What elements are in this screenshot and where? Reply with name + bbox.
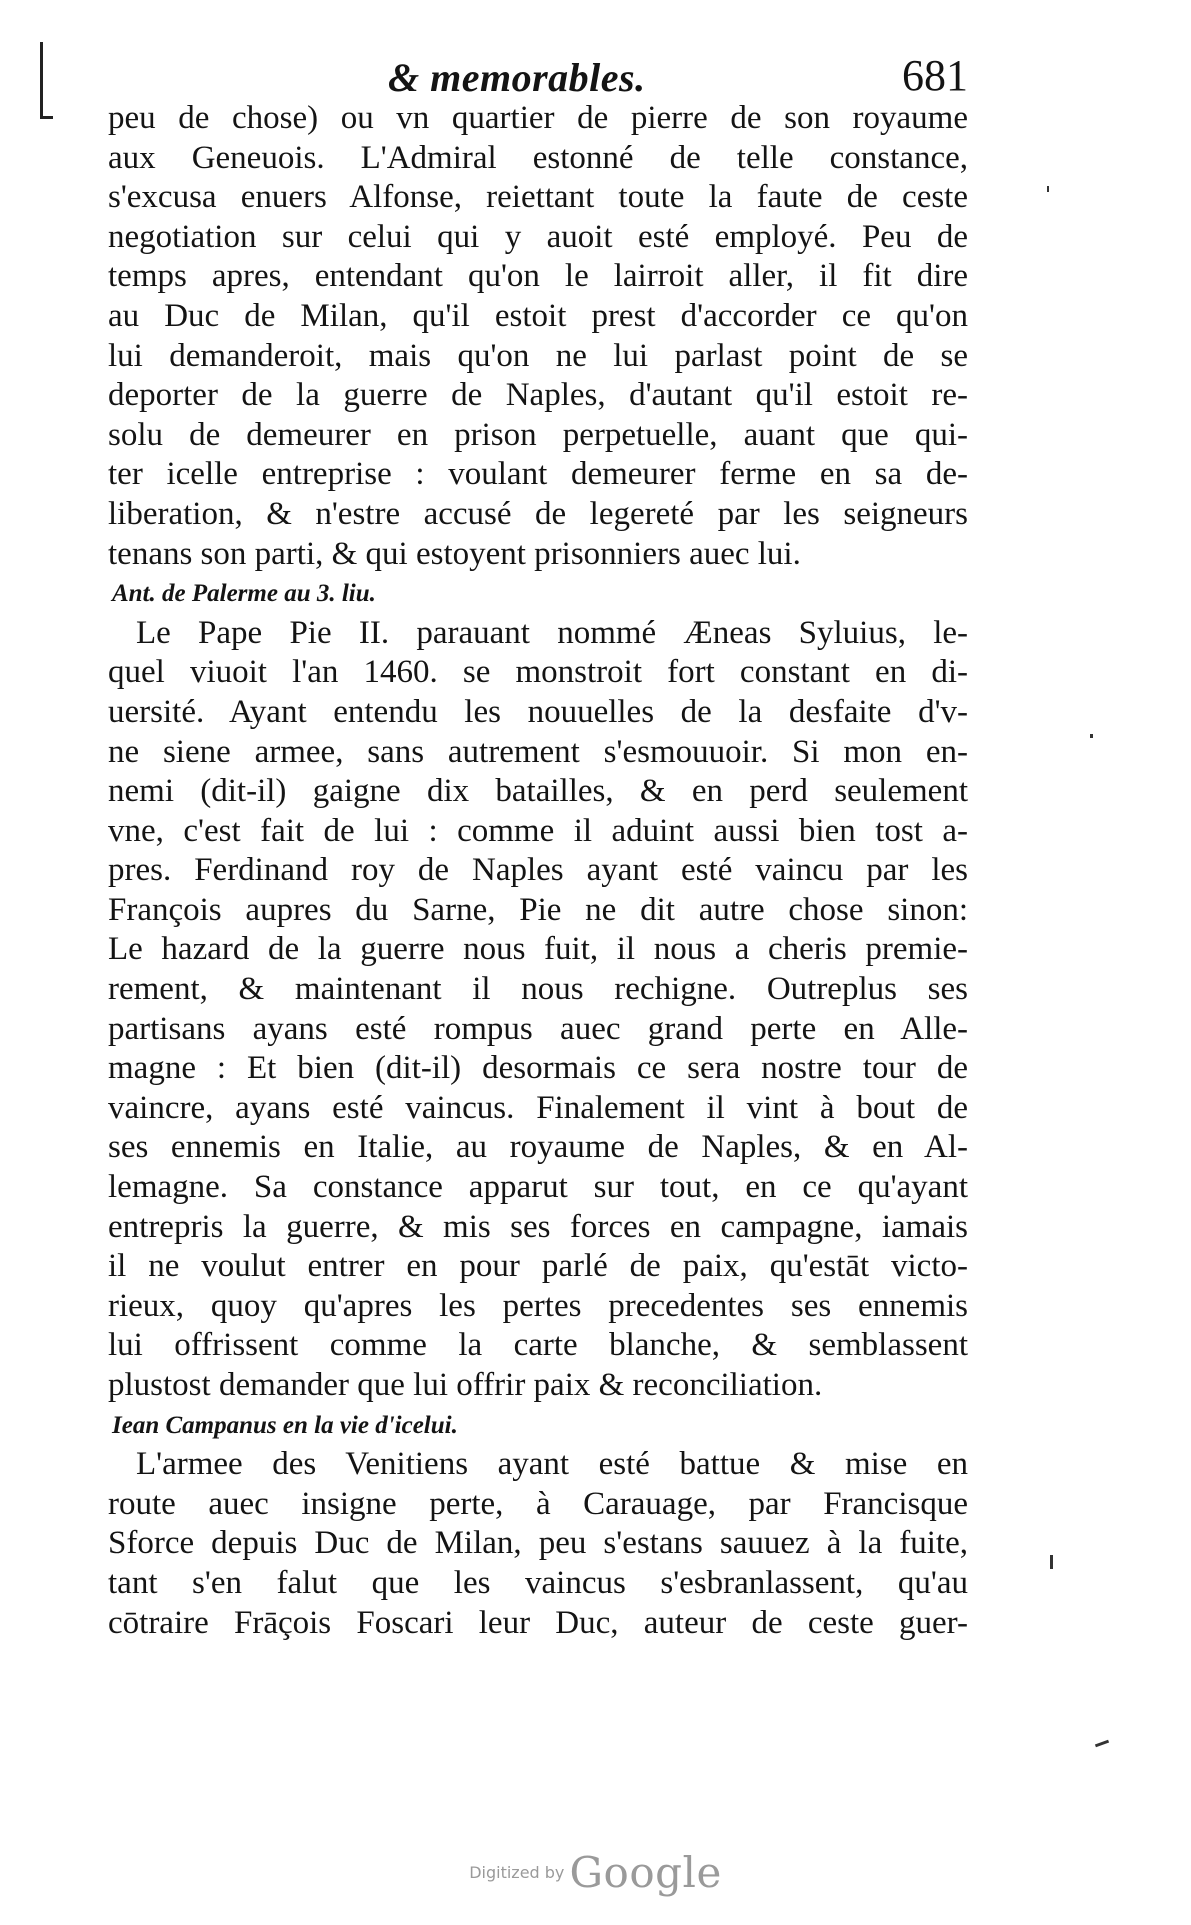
text-line: ses ennemis en Italie, au royaume de Naples, & en Al-: [108, 1129, 968, 1166]
text-line: nemi (dit-il) gaigne dix batailles, & en perd seulement: [108, 773, 968, 810]
ink-speck: [1047, 186, 1049, 192]
text-line: pres. Ferdinand roy de Naples ayant esté vaincu par les: [108, 852, 968, 889]
text-line: quel viuoit l'an 1460. se monstroit fort constant en di-: [108, 654, 968, 691]
text-line: aux Geneuois. L'Admiral estonné de telle constance,: [108, 139, 968, 176]
text-line: lemagne. Sa constance apparut sur tout, en ce qu'ayant: [108, 1169, 968, 1206]
text-line: temps apres, entendant qu'on le lairroit aller, il fit dire: [108, 258, 968, 295]
google-logo: Google: [569, 1848, 722, 1897]
body-text: [108, 99, 968, 1643]
text-line: ne siene armee, sans autrement s'esmouuoir. Si mon en-: [108, 733, 968, 770]
digitized-label: Digitized by: [469, 1863, 565, 1882]
text-line: cōtraire Frāçois Foscari leur Duc, auteur de ceste guer-: [108, 1604, 968, 1641]
text-line: lui offrissent comme la carte blanche, & semblassent: [108, 1327, 968, 1364]
text-line: peu de chose) ou vn quartier de pierre de son royaume: [108, 100, 968, 136]
text-line: negotiation sur celui qui y auoit esté employé. Peu de: [108, 218, 968, 255]
text-line: tant s'en falut que les vaincus s'esbranlassent, qu'au: [108, 1564, 968, 1601]
text-line: L'armee des Venitiens ayant esté battue & mise en: [136, 1446, 968, 1483]
text-line: solu de demeurer en prison perpetuelle, auant que qui-: [108, 416, 968, 453]
text-line: François aupres du Sarne, Pie ne dit autre chose sinon:: [108, 891, 968, 928]
text-line: s'excusa enuers Alfonse, reiettant toute la faute de ceste: [108, 179, 968, 216]
text-line: Le hazard de la guerre nous fuit, il nous a cheris premie-: [108, 931, 968, 968]
text-line: il ne voulut entrer en pour parlé de paix, qu'estāt victo-: [108, 1248, 968, 1285]
text-line: tenans son parti, & qui estoyent prisonniers auec lui.: [108, 535, 801, 572]
text-line: entrepris la guerre, & mis ses forces en campagne, iamais: [108, 1208, 968, 1245]
page-number: 681: [902, 51, 968, 100]
text-line: liberation, & n'estre accusé de legereté par les seigneurs: [108, 495, 968, 532]
text-line: rieux, quoy qu'apres les pertes precedentes ses ennemis: [108, 1287, 968, 1324]
text-line: vne, c'est fait de lui : comme il aduint aussi bien tost a-: [108, 812, 968, 849]
source-citation: Iean Campanus en la vie d'icelui.: [112, 1411, 458, 1439]
text-line: au Duc de Milan, qu'il estoit prest d'accorder ce qu'on: [108, 297, 968, 334]
running-title: & memorables.: [388, 55, 646, 100]
text-line: uersité. Ayant entendu les nouuelles de la desfaite d'v-: [108, 693, 968, 730]
text-line: Le Pape Pie II. parauant nommé Æneas Syluius, le-: [136, 614, 968, 651]
text-line: Sforce depuis Duc de Milan, peu s'estans sauuez à la fuite,: [108, 1525, 968, 1562]
text-line: vaincre, ayans esté vaincus. Finalement il vint à bout de: [108, 1089, 968, 1126]
margin-bracket-mark: [40, 42, 53, 119]
text-line: magne : Et bien (dit-il) desormais ce sera nostre tour de: [108, 1050, 968, 1087]
text-line: lui demanderoit, mais qu'on ne lui parlast point de se: [108, 337, 968, 374]
text-line: partisans ayans esté rompus auec grand perte en Alle-: [108, 1010, 968, 1047]
ink-speck: [1050, 1555, 1053, 1569]
text-line: rement, & maintenant il nous rechigne. Outreplus ses: [108, 971, 968, 1008]
ink-speck: [1095, 1740, 1109, 1748]
text-line: route auec insigne perte, à Carauage, par Francisque: [108, 1485, 968, 1522]
ink-speck: [1090, 734, 1093, 738]
source-citation: Ant. de Palerme au 3. liu.: [112, 580, 376, 608]
text-line: deporter de la guerre de Naples, d'autant qu'il estoit re-: [108, 377, 968, 414]
digitization-watermark: [0, 1848, 1191, 1897]
text-line: ter icelle entreprise : voulant demeurer ferme en sa de-: [108, 456, 968, 493]
text-line: plustost demander que lui offrir paix & reconciliation.: [108, 1367, 823, 1403]
